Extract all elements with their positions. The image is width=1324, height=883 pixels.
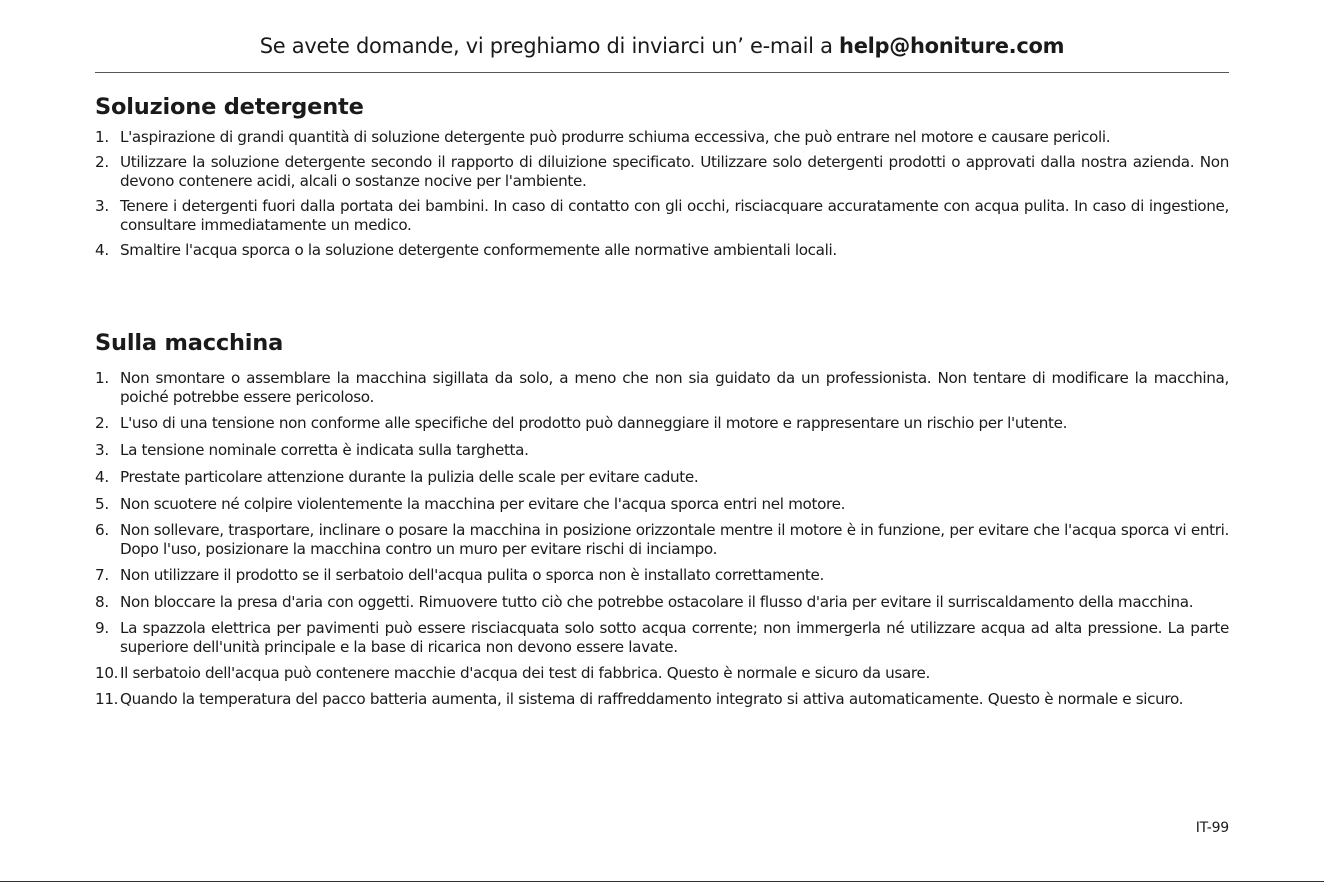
section-cleaning-solution <box>95 92 1229 260</box>
list-item <box>95 241 1229 260</box>
list-item <box>95 468 1229 487</box>
item-number: 10. <box>95 664 119 682</box>
item-text: Non bloccare la presa d'aria con oggetti. Rimuovere tutto ciò che potrebbe ostacolare il flusso d'aria per evitare il surriscaldamento della macchina. <box>120 593 1194 611</box>
item-number: 9. <box>95 619 109 637</box>
item-number: 7. <box>95 566 109 584</box>
item-list <box>95 128 1229 260</box>
page-header <box>95 34 1229 58</box>
list-item <box>95 521 1229 559</box>
list-item <box>95 153 1229 191</box>
item-text: Tenere i detergenti fuori dalla portata dei bambini. In caso di contatto con gli occhi, risciacquare accuratamente con acqua pulita. In caso di ingestione, consultare immediatamente un medico. <box>120 197 1229 234</box>
section-title: Soluzione detergente <box>95 94 364 120</box>
item-text: Prestate particolare attenzione durante la pulizia delle scale per evitare cadute. <box>120 468 699 486</box>
item-number: 2. <box>95 153 109 171</box>
list-item <box>95 690 1229 709</box>
bottom-divider <box>0 881 1324 882</box>
section-machine <box>95 328 1229 709</box>
item-text: Utilizzare la soluzione detergente secondo il rapporto di diluizione specificato. Utilizzare solo detergenti prodotti o approvati dalla nostra azienda. Non devono contenere acidi, alcali o sostanze nocive per l'ambiente. <box>120 153 1229 190</box>
item-text: La tensione nominale corretta è indicata sulla targhetta. <box>120 441 529 459</box>
item-number: 5. <box>95 495 109 513</box>
list-item <box>95 197 1229 235</box>
item-number: 11. <box>95 690 119 708</box>
item-number: 3. <box>95 197 109 215</box>
item-number: 8. <box>95 593 109 611</box>
header-divider <box>95 72 1229 73</box>
list-item <box>95 414 1229 433</box>
list-item <box>95 619 1229 657</box>
list-item <box>95 664 1229 683</box>
item-number: 4. <box>95 468 109 486</box>
item-text: Non smontare o assemblare la macchina sigillata da solo, a meno che non sia guidato da un professionista. Non tentare di modificare la macchina, poiché potrebbe essere pericoloso. <box>120 369 1229 406</box>
item-text: L'aspirazione di grandi quantità di soluzione detergente può produrre schiuma eccessiva, che può entrare nel motore e causare pericoli. <box>120 128 1111 146</box>
header-text: Se avete domande, vi preghiamo di inviarci un’ e-mail a <box>259 34 840 58</box>
support-email: help@honiture.com <box>839 34 1065 58</box>
page-number: IT-99 <box>1195 820 1229 836</box>
list-item <box>95 441 1229 460</box>
item-number: 1. <box>95 128 109 146</box>
item-text: Non sollevare, trasportare, inclinare o posare la macchina in posizione orizzontale mentre il motore è in funzione, per evitare che l'acqua sporca vi entri. Dopo l'uso, posizionare la macchina contro un muro per evitare rischi di inciampo. <box>120 521 1229 558</box>
item-text: Quando la temperatura del pacco batteria aumenta, il sistema di raffreddamento integrato si attiva automaticamente. Questo è normale e sicuro. <box>120 690 1184 708</box>
section-title: Sulla macchina <box>95 330 284 356</box>
item-text: La spazzola elettrica per pavimenti può essere risciacquata solo sotto acqua corrente; non immergerla né utilizzare acqua ad alta pressione. La parte superiore dell'unità principale e la base di ricarica non devono essere lavate. <box>120 619 1229 656</box>
item-number: 2. <box>95 414 109 432</box>
list-item <box>95 369 1229 407</box>
list-item <box>95 495 1229 514</box>
item-list <box>95 369 1229 709</box>
item-number: 6. <box>95 521 109 539</box>
item-number: 4. <box>95 241 109 259</box>
list-item <box>95 128 1229 147</box>
item-text: Non scuotere né colpire violentemente la macchina per evitare che l'acqua sporca entri nel motore. <box>120 495 846 513</box>
item-text: L'uso di una tensione non conforme alle specifiche del prodotto può danneggiare il motore e rappresentare un rischio per l'utente. <box>120 414 1068 432</box>
item-text: Il serbatoio dell'acqua può contenere macchie d'acqua dei test di fabbrica. Questo è normale e sicuro da usare. <box>120 664 930 682</box>
item-number: 3. <box>95 441 109 459</box>
item-text: Smaltire l'acqua sporca o la soluzione detergente conformemente alle normative ambientali locali. <box>120 241 837 259</box>
item-text: Non utilizzare il prodotto se il serbatoio dell'acqua pulita o sporca non è installato correttamente. <box>120 566 824 584</box>
list-item <box>95 566 1229 585</box>
list-item <box>95 593 1229 612</box>
item-number: 1. <box>95 369 109 387</box>
